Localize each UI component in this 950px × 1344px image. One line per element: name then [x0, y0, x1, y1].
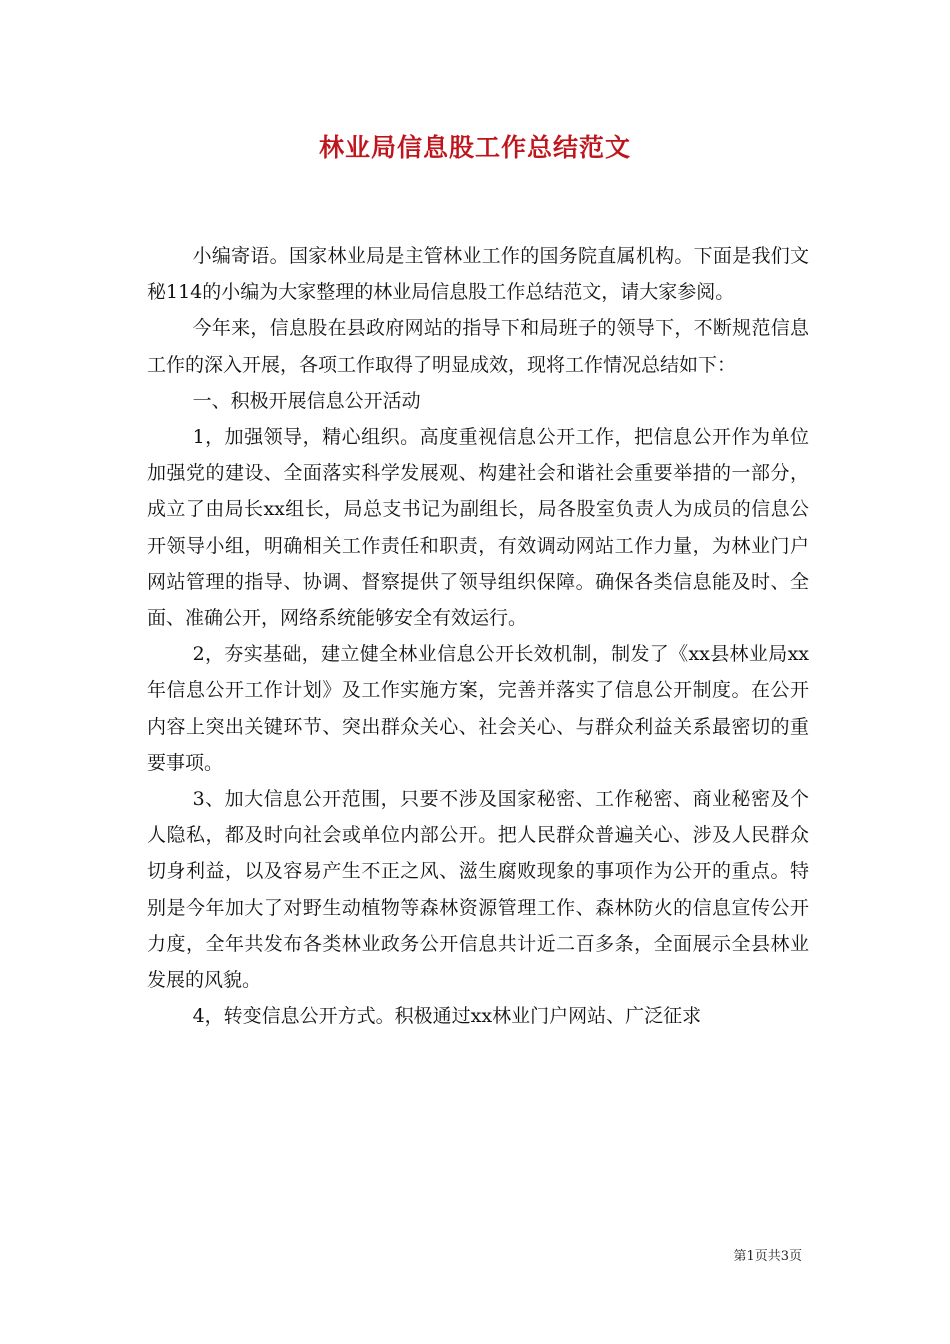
- section-heading: 一、积极开展信息公开活动: [192, 389, 421, 412]
- page-footer: 第1页共3页: [733, 1249, 802, 1264]
- paragraph-item-4: 4，转变信息公开方式。积极通过xx林业门户网站、广泛征求: [192, 1005, 702, 1028]
- document-body: [147, 238, 809, 1034]
- document-title: 林业局信息股工作总结范文: [318, 133, 631, 162]
- paragraph-item-1: 1，加强领导，精心组织。高度重视信息公开工作，把信息公开作为单位加强党的建设、全面落实科学发展观、构建社会和谐社会重要举措的一部分，成立了由局长xx组长，局总支书记为副组长，局各股室负责人为成员的信息公开领导小组，明确相关工作责任和职责，有效调动网站工作力量，为林业门户网站管理的指导、协调、督察提供了领导组织保障。确保各类信息能及时、全面、准确公开，网络系统能够安全有效运行。: [147, 426, 809, 630]
- paragraph-item-2: 2，夯实基础，建立健全林业信息公开长效机制，制发了《xx县林业局xx年信息公开工作计划》及工作实施方案，完善并落实了信息公开制度。在公开内容上突出关键环节、突出群众关心、社会关心、与群众利益关系最密切的重要事项。: [147, 643, 809, 774]
- paragraph-summary: 今年来，信息股在县政府网站的指导下和局班子的领导下，不断规范信息工作的深入开展，各项工作取得了明显成效，现将工作情况总结如下：: [147, 317, 809, 376]
- paragraph-item-3: 3、加大信息公开范围，只要不涉及国家秘密、工作秘密、商业秘密及个人隐私，都及时向社会或单位内部公开。把人民群众普遍关心、涉及人民群众切身利益，以及容易产生不正之风、滋生腐败现象的事项作为公开的重点。特别是今年加大了对野生动植物等森林资源管理工作、森林防火的信息宣传公开力度，全年共发布各类林业政务公开信息共计近二百多条，全面展示全县林业发展的风貌。: [147, 788, 809, 992]
- paragraph-intro: 小编寄语。国家林业局是主管林业工作的国务院直属机构。下面是我们文秘114的小编为大家整理的林业局信息股工作总结范文，请大家参阅。: [147, 245, 809, 304]
